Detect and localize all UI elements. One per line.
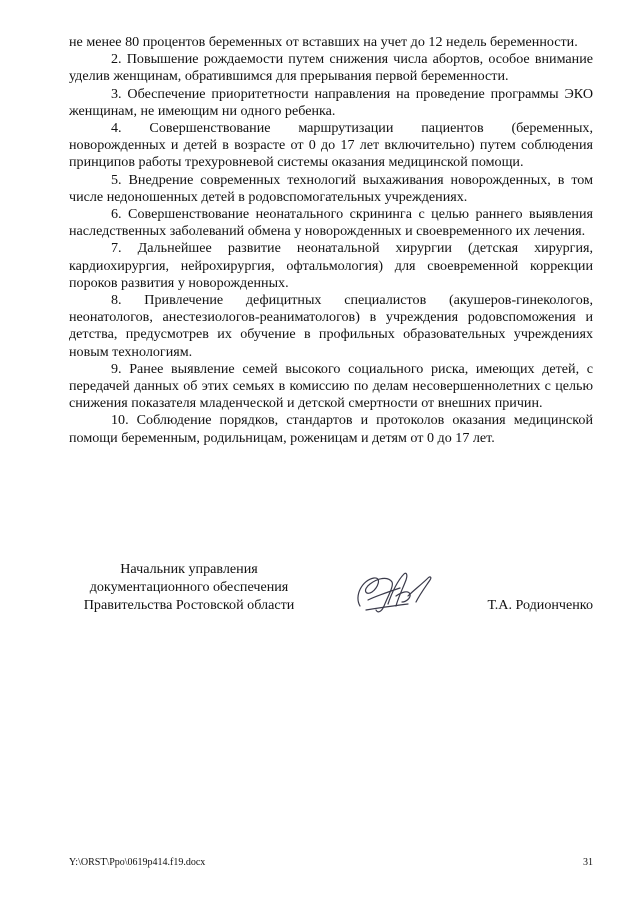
paragraph-continuation: не менее 80 процентов беременных от вставших на учет до 12 недель беременности. xyxy=(69,34,578,50)
list-item-3: 3. Обеспечение приоритетности направления на проведение программы ЭКО женщинам, не имеющим ни одного ребенка. xyxy=(69,85,593,119)
list-item-10: 10. Соблюдение порядков, стандартов и протоколов оказания медицинской помощи беременным, родильницам, роженицам и детям от 0 до 17 лет. xyxy=(69,412,593,446)
signatory-title-line-3: Правительства Ростовской области xyxy=(83,597,295,613)
list-item-7: 7. Дальнейшее развитие неонатальной хирургии (детская хирургия, кардиохирургия, нейрохирургия, офтальмология) для своевременной коррекции пороков развития у новорожденных. xyxy=(69,240,593,291)
signatory-title xyxy=(69,560,309,614)
list-item-4: 4. Совершенствование маршрутизации пациентов (беременных, новорожденных и детей в возрасте от 0 до 17 лет включительно) путем соблюдения принципов работы трехуровневой системы оказания медицинской помощи. xyxy=(69,120,593,171)
list-item-5: 5. Внедрение современных технологий выхаживания новорожденных, в том числе недоношенных детей в родовспомогательных учреждениях. xyxy=(69,171,593,205)
footer-file-path: Y:\ORST\Ppo\0619p414.f19.docx xyxy=(69,857,206,868)
list-item-8: 8. Привлечение дефицитных специалистов (акушеров-гинекологов, неонатологов, анестезиологов-реаниматологов) в учреждения родовспоможения и детства, предусмотрев их обучение в профильных образовательных учреждениях новым технологиям. xyxy=(69,292,593,360)
signatory-title-line-2: документационного обеспечения xyxy=(89,579,289,595)
signatory-title-line-1: Начальник управления xyxy=(120,561,258,577)
document-body xyxy=(69,34,593,447)
footer-page-number: 31 xyxy=(583,857,593,868)
list-item-6: 6. Совершенствование неонатального скрининга с целью раннего выявления наследственных заболеваний обмена у новорожденных и своевременного их лечения. xyxy=(69,206,593,240)
signer-name: Т.А. Родионченко xyxy=(487,597,593,613)
handwritten-signature-icon xyxy=(348,566,440,618)
list-item-2: 2. Повышение рождаемости путем снижения числа абортов, особое внимание уделив женщинам, обратившимся для прерывания первой беременности. xyxy=(69,51,593,85)
list-item-9: 9. Ранее выявление семей высокого социального риска, имеющих детей, с передачей данных об этих семьях в комиссию по делам несовершеннолетних с целью снижения показателя младенческой и детской смертности от внешних причин. xyxy=(69,360,593,412)
